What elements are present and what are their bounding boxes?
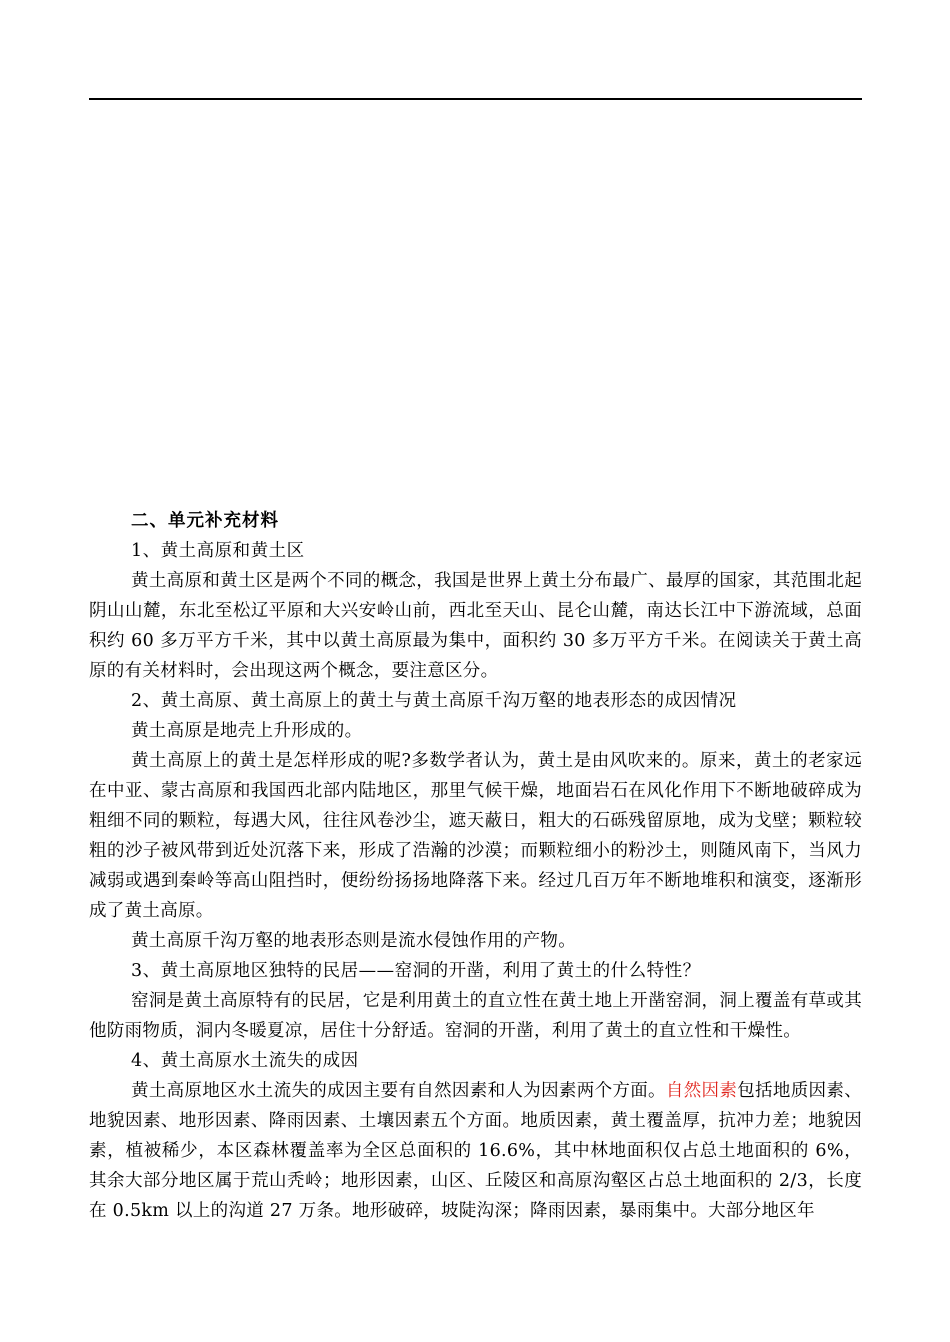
paragraph-text: 黄土高原地区水土流失的成因主要有自然因素和人为因素两个方面。: [131, 1081, 666, 1101]
paragraph-text: 包括地质因素、地貌因素、地形因素、降雨因素、土壤因素五个方面。地质因素，黄土覆盖厚，抗冲力差；地貌因素，植被稀少，本区森林覆盖率为全区总面积的 16.6%，其中林地面积仅占总土地面积的 6%，其余大部分地区属于荒山秃岭；地形因素，山区、丘陵区和高原沟壑区占总土地面积的 2/3，长度在 0.5km 以上的沟道 27 万条。地形破碎，坡陡沟深；降雨因素，暴雨集中。大部分地区年: [89, 1081, 862, 1221]
highlight-natural-factors: 自然因素: [665, 1081, 738, 1101]
subsection-title: 2、黄土高原、黄土高原上的黄土与黄土高原千沟万壑的地表形态的成因情况: [131, 691, 737, 711]
header-rule: [89, 98, 862, 100]
section-heading: 二、单元补充材料: [131, 511, 279, 531]
paragraph: 黄土高原是地壳上升形成的。: [131, 721, 363, 741]
subsection-title: 4、黄土高原水土流失的成因: [131, 1051, 359, 1071]
paragraph: 黄土高原千沟万壑的地表形态则是流水侵蚀作用的产物。: [131, 931, 576, 951]
subsection-title: 1、黄土高原和黄土区: [131, 541, 305, 561]
paragraph: 黄土高原上的黄土是怎样形成的呢?多数学者认为，黄土是由风吹来的。原来，黄土的老家远在中亚、蒙古高原和我国西北部内陆地区，那里气候干燥，地面岩石在风化作用下不断地破碎成为粗细不同的颗粒，每遇大风，往往风卷沙尘，遮天蔽日，粗大的石砾残留原地，成为戈壁；颗粒较粗的沙子被风带到近处沉落下来，形成了浩瀚的沙漠；而颗粒细小的粉沙土，则随风南下，当风力减弱或遇到秦岭等高山阻挡时，便纷纷扬扬地降落下来。经过几百万年不断地堆积和演变，逐渐形成了黄土高原。: [89, 751, 862, 921]
paragraph: [89, 1076, 862, 1226]
paragraph: 黄土高原和黄土区是两个不同的概念，我国是世界上黄土分布最广、最厚的国家，其范围北起阴山山麓，东北至松辽平原和大兴安岭山前，西北至天山、昆仑山麓，南达长江中下游流域，总面积约 60 多万平方千米，其中以黄土高原最为集中，面积约 30 多万平方千米。在阅读关于黄土高原的有关材料时，会出现这两个概念，要注意区分。: [89, 571, 862, 681]
paragraph: 窑洞是黄土高原特有的民居，它是利用黄土的直立性在黄土地上开凿窑洞，洞上覆盖有草或其他防雨物质，洞内冬暖夏凉，居住十分舒适。窑洞的开凿，利用了黄土的直立性和干燥性。: [89, 991, 862, 1041]
subsection-title: 3、黄土高原地区独特的民居——窑洞的开凿，利用了黄土的什么特性？: [131, 961, 701, 981]
document-body: [89, 506, 862, 1226]
